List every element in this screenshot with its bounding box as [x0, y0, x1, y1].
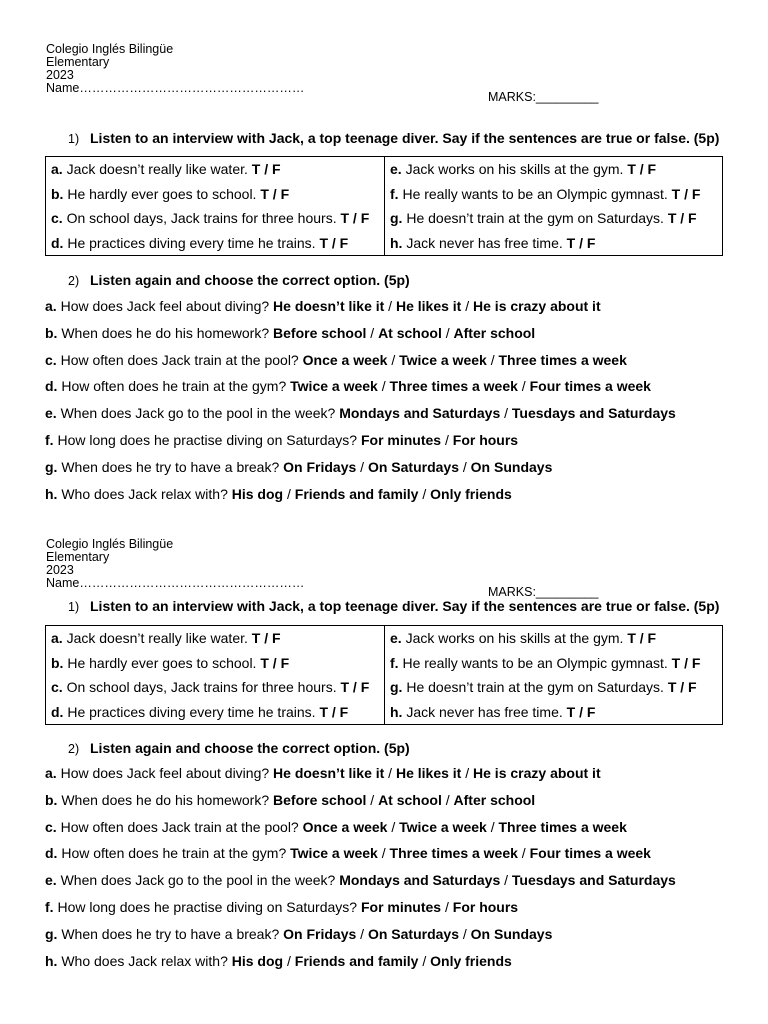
- option-question: How does Jack feel about diving?: [56, 765, 274, 781]
- option-3: Three times a week: [498, 818, 627, 835]
- item-label: f.: [45, 431, 54, 448]
- item-label: d.: [51, 234, 64, 251]
- statement-cell: [385, 675, 723, 700]
- option-1: Once a week: [302, 818, 388, 835]
- option-2: Twice a week: [399, 351, 487, 368]
- separator: /: [366, 324, 379, 341]
- option-question: How often does Jack train at the pool?: [56, 818, 303, 835]
- options-list: [45, 763, 676, 977]
- name-line: Name………………………………………………: [46, 576, 305, 590]
- item-label: b.: [45, 791, 58, 808]
- item-label: d.: [51, 703, 64, 720]
- separator: /: [441, 791, 454, 808]
- item-label: c.: [51, 679, 63, 696]
- statement-text: He hardly ever goes to school.: [63, 654, 261, 671]
- item-label: b.: [51, 654, 64, 671]
- question-text: Listen to an interview with Jack, a top teenage diver. Say if the sentences are true or false. (5p): [90, 130, 720, 146]
- item-label: e.: [390, 630, 402, 647]
- option-question: When does he try to have a break?: [57, 458, 284, 475]
- option-2: Friends and family: [294, 485, 419, 502]
- statement-text: He really wants to be an Olympic gymnast.: [398, 185, 672, 202]
- list-item: [45, 430, 676, 457]
- option-2: Tuesdays and Saturdays: [511, 872, 676, 889]
- statement-cell: [46, 626, 385, 651]
- option-2: On Saturdays: [367, 458, 459, 475]
- separator: /: [283, 952, 295, 969]
- item-label: c.: [51, 210, 63, 227]
- option-question: How does Jack feel about diving?: [56, 298, 274, 314]
- statement-cell: [385, 700, 723, 725]
- option-question: When does Jack go to the pool in the week?: [56, 405, 340, 422]
- list-item: [45, 951, 676, 978]
- option-1: On Fridays: [283, 925, 357, 942]
- separator: /: [441, 324, 454, 341]
- options-list: [45, 296, 676, 510]
- statement-text: Jack doesn’t really like water.: [62, 161, 252, 178]
- option-3: Four times a week: [529, 845, 651, 862]
- statement-text: He practices diving every time he trains.: [63, 703, 320, 720]
- year: 2023: [46, 563, 74, 577]
- option-2: He likes it: [395, 765, 462, 781]
- statement-text: He doesn’t train at the gym on Saturdays.: [402, 679, 668, 696]
- true-false-choice: T / F: [251, 161, 281, 178]
- true-false-choice: T / F: [667, 210, 697, 227]
- option-1: Before school: [273, 324, 367, 341]
- list-item: [45, 843, 676, 870]
- option-1: For minutes: [360, 431, 442, 448]
- statement-text: Jack never has free time.: [402, 234, 567, 251]
- true-false-choice: T / F: [251, 630, 281, 647]
- option-2: Twice a week: [399, 818, 487, 835]
- statement-text: Jack doesn’t really like water.: [62, 630, 252, 647]
- marks-line: MARKS:_________: [488, 585, 599, 599]
- list-item: [45, 296, 676, 323]
- statement-text: Jack never has free time.: [402, 703, 567, 720]
- item-label: a.: [45, 765, 57, 781]
- option-question: When does he try to have a break?: [57, 925, 284, 942]
- list-item: [45, 350, 676, 377]
- option-2: Three times a week: [389, 845, 518, 862]
- statement-text: On school days, Jack trains for three hours.: [62, 679, 341, 696]
- separator: /: [387, 351, 400, 368]
- statement-cell: [46, 182, 385, 207]
- item-label: e.: [390, 161, 402, 178]
- option-2: At school: [378, 791, 442, 808]
- level: Elementary: [46, 55, 110, 69]
- separator: /: [461, 298, 474, 314]
- option-question: When does he do his homework?: [57, 324, 274, 341]
- option-question: Who does Jack relax with?: [57, 952, 232, 969]
- item-label: d.: [45, 378, 58, 395]
- separator: /: [459, 458, 471, 475]
- option-2: For hours: [452, 898, 519, 915]
- item-label: b.: [45, 324, 58, 341]
- statement-cell: [46, 157, 385, 182]
- separator: /: [384, 765, 396, 781]
- question-number: 2): [68, 274, 80, 288]
- statement-cell: [46, 700, 385, 725]
- separator: /: [356, 458, 368, 475]
- option-question: Who does Jack relax with?: [57, 485, 232, 502]
- question-1-title: [68, 130, 719, 146]
- option-question: How often does Jack train at the pool?: [56, 351, 303, 368]
- question-number: 1): [68, 600, 80, 614]
- separator: /: [377, 845, 390, 862]
- separator: /: [486, 818, 499, 835]
- item-label: g.: [390, 210, 403, 227]
- statement-text: He really wants to be an Olympic gymnast.: [398, 654, 672, 671]
- option-1: Twice a week: [290, 845, 378, 862]
- item-label: g.: [45, 458, 58, 475]
- separator: /: [418, 485, 431, 502]
- option-3: On Sundays: [470, 458, 553, 475]
- separator: /: [517, 845, 530, 862]
- true-false-choice: T / F: [627, 161, 657, 178]
- list-item: [45, 376, 676, 403]
- separator: /: [384, 298, 396, 314]
- true-false-choice: T / F: [260, 185, 290, 202]
- list-item: [45, 763, 676, 790]
- table-row: [46, 182, 723, 207]
- separator: /: [441, 431, 453, 448]
- question-text: Listen to an interview with Jack, a top teenage diver. Say if the sentences are true or false. (5p): [90, 598, 720, 614]
- sheet-header: [46, 538, 304, 590]
- statement-text: He practices diving every time he trains.: [63, 234, 320, 251]
- option-1: For minutes: [360, 898, 442, 915]
- school-name: Colegio Inglés Bilingüe: [46, 42, 174, 56]
- option-2: Tuesdays and Saturdays: [511, 405, 676, 422]
- separator: /: [459, 925, 471, 942]
- option-2: On Saturdays: [367, 925, 459, 942]
- option-1: His dog: [231, 485, 284, 502]
- item-label: f.: [390, 654, 399, 671]
- statement-cell: [385, 651, 723, 676]
- school-name: Colegio Inglés Bilingüe: [46, 537, 174, 551]
- statement-cell: [385, 157, 723, 182]
- option-question: How long does he practise diving on Saturdays?: [53, 431, 361, 448]
- item-label: e.: [45, 405, 57, 422]
- option-question: How often does he train at the gym?: [57, 378, 291, 395]
- statement-text: He hardly ever goes to school.: [63, 185, 261, 202]
- table-row: [46, 157, 723, 182]
- list-item: [45, 790, 676, 817]
- true-false-choice: T / F: [566, 234, 596, 251]
- statement-cell: [46, 651, 385, 676]
- statement-cell: [46, 231, 385, 256]
- item-label: h.: [45, 485, 58, 502]
- true-false-choice: T / F: [340, 679, 370, 696]
- list-item: [45, 457, 676, 484]
- item-label: a.: [51, 630, 63, 647]
- true-false-choice: T / F: [319, 703, 349, 720]
- statement-cell: [385, 182, 723, 207]
- statement-cell: [46, 206, 385, 231]
- list-item: [45, 323, 676, 350]
- table-row: [46, 231, 723, 256]
- option-3: He is crazy about it: [473, 298, 601, 314]
- separator: /: [377, 378, 390, 395]
- option-3: He is crazy about it: [473, 765, 601, 781]
- true-false-choice: T / F: [566, 703, 596, 720]
- option-question: When does he do his homework?: [57, 791, 274, 808]
- statement-text: He doesn’t train at the gym on Saturdays.: [402, 210, 668, 227]
- list-item: [45, 817, 676, 844]
- item-label: h.: [45, 952, 58, 969]
- item-label: a.: [45, 298, 57, 314]
- option-1: Before school: [273, 791, 367, 808]
- table-row: [46, 206, 723, 231]
- option-1: On Fridays: [283, 458, 357, 475]
- option-3: Only friends: [430, 952, 512, 969]
- separator: /: [500, 872, 512, 889]
- option-3: Three times a week: [498, 351, 627, 368]
- separator: /: [486, 351, 499, 368]
- statement-text: Jack works on his skills at the gym.: [401, 161, 628, 178]
- question-2-title: [68, 740, 410, 756]
- true-false-choice: T / F: [340, 210, 370, 227]
- option-3: On Sundays: [470, 925, 553, 942]
- option-3: Four times a week: [529, 378, 651, 395]
- option-1: Mondays and Saturdays: [339, 405, 501, 422]
- separator: /: [517, 378, 530, 395]
- option-question: How long does he practise diving on Saturdays?: [53, 898, 361, 915]
- item-label: f.: [45, 898, 54, 915]
- true-false-choice: T / F: [319, 234, 349, 251]
- item-label: f.: [390, 185, 399, 202]
- table-row: [46, 626, 723, 651]
- true-false-table: [45, 625, 723, 725]
- separator: /: [387, 818, 400, 835]
- item-label: b.: [51, 185, 64, 202]
- separator: /: [356, 925, 368, 942]
- statement-cell: [46, 675, 385, 700]
- item-label: a.: [51, 161, 63, 178]
- separator: /: [418, 952, 431, 969]
- option-2: For hours: [452, 431, 519, 448]
- statement-text: Jack works on his skills at the gym.: [401, 630, 628, 647]
- list-item: [45, 924, 676, 951]
- option-1: His dog: [231, 952, 284, 969]
- option-3: Only friends: [430, 485, 512, 502]
- statement-text: On school days, Jack trains for three hours.: [62, 210, 341, 227]
- question-text: Listen again and choose the correct option. (5p): [90, 272, 410, 288]
- item-label: c.: [45, 818, 57, 835]
- option-2: He likes it: [395, 298, 462, 314]
- list-item: [45, 403, 676, 430]
- question-2-title: [68, 272, 410, 288]
- list-item: [45, 484, 676, 511]
- true-false-choice: T / F: [667, 679, 697, 696]
- separator: /: [461, 765, 474, 781]
- item-label: e.: [45, 872, 57, 889]
- true-false-choice: T / F: [260, 654, 290, 671]
- separator: /: [366, 791, 379, 808]
- true-false-table: [45, 156, 723, 256]
- separator: /: [500, 405, 512, 422]
- option-2: Three times a week: [389, 378, 518, 395]
- question-number: 1): [68, 132, 80, 146]
- question-text: Listen again and choose the correct option. (5p): [90, 740, 410, 756]
- item-label: d.: [45, 845, 58, 862]
- table-row: [46, 651, 723, 676]
- option-question: How often does he train at the gym?: [57, 845, 291, 862]
- true-false-choice: T / F: [671, 654, 701, 671]
- level: Elementary: [46, 550, 110, 564]
- table-row: [46, 700, 723, 725]
- option-2: Friends and family: [294, 952, 419, 969]
- option-3: After school: [453, 324, 536, 341]
- question-number: 2): [68, 742, 80, 756]
- sheet-header: [46, 43, 304, 95]
- option-1: Twice a week: [290, 378, 378, 395]
- option-1: He doesn’t like it: [273, 298, 385, 314]
- item-label: g.: [390, 679, 403, 696]
- separator: /: [441, 898, 453, 915]
- name-line: Name………………………………………………: [46, 81, 305, 95]
- statement-cell: [385, 206, 723, 231]
- true-false-choice: T / F: [671, 185, 701, 202]
- table-row: [46, 675, 723, 700]
- question-1-title: [68, 598, 719, 614]
- option-3: After school: [453, 791, 536, 808]
- option-1: Mondays and Saturdays: [339, 872, 501, 889]
- statement-cell: [385, 626, 723, 651]
- statement-cell: [385, 231, 723, 256]
- list-item: [45, 897, 676, 924]
- item-label: h.: [390, 703, 403, 720]
- item-label: h.: [390, 234, 403, 251]
- option-question: When does Jack go to the pool in the week?: [56, 872, 340, 889]
- option-1: He doesn’t like it: [273, 765, 385, 781]
- true-false-choice: T / F: [627, 630, 657, 647]
- option-1: Once a week: [302, 351, 388, 368]
- marks-line: MARKS:_________: [488, 90, 599, 104]
- year: 2023: [46, 68, 74, 82]
- list-item: [45, 870, 676, 897]
- option-2: At school: [378, 324, 442, 341]
- item-label: c.: [45, 351, 57, 368]
- item-label: g.: [45, 925, 58, 942]
- separator: /: [283, 485, 295, 502]
